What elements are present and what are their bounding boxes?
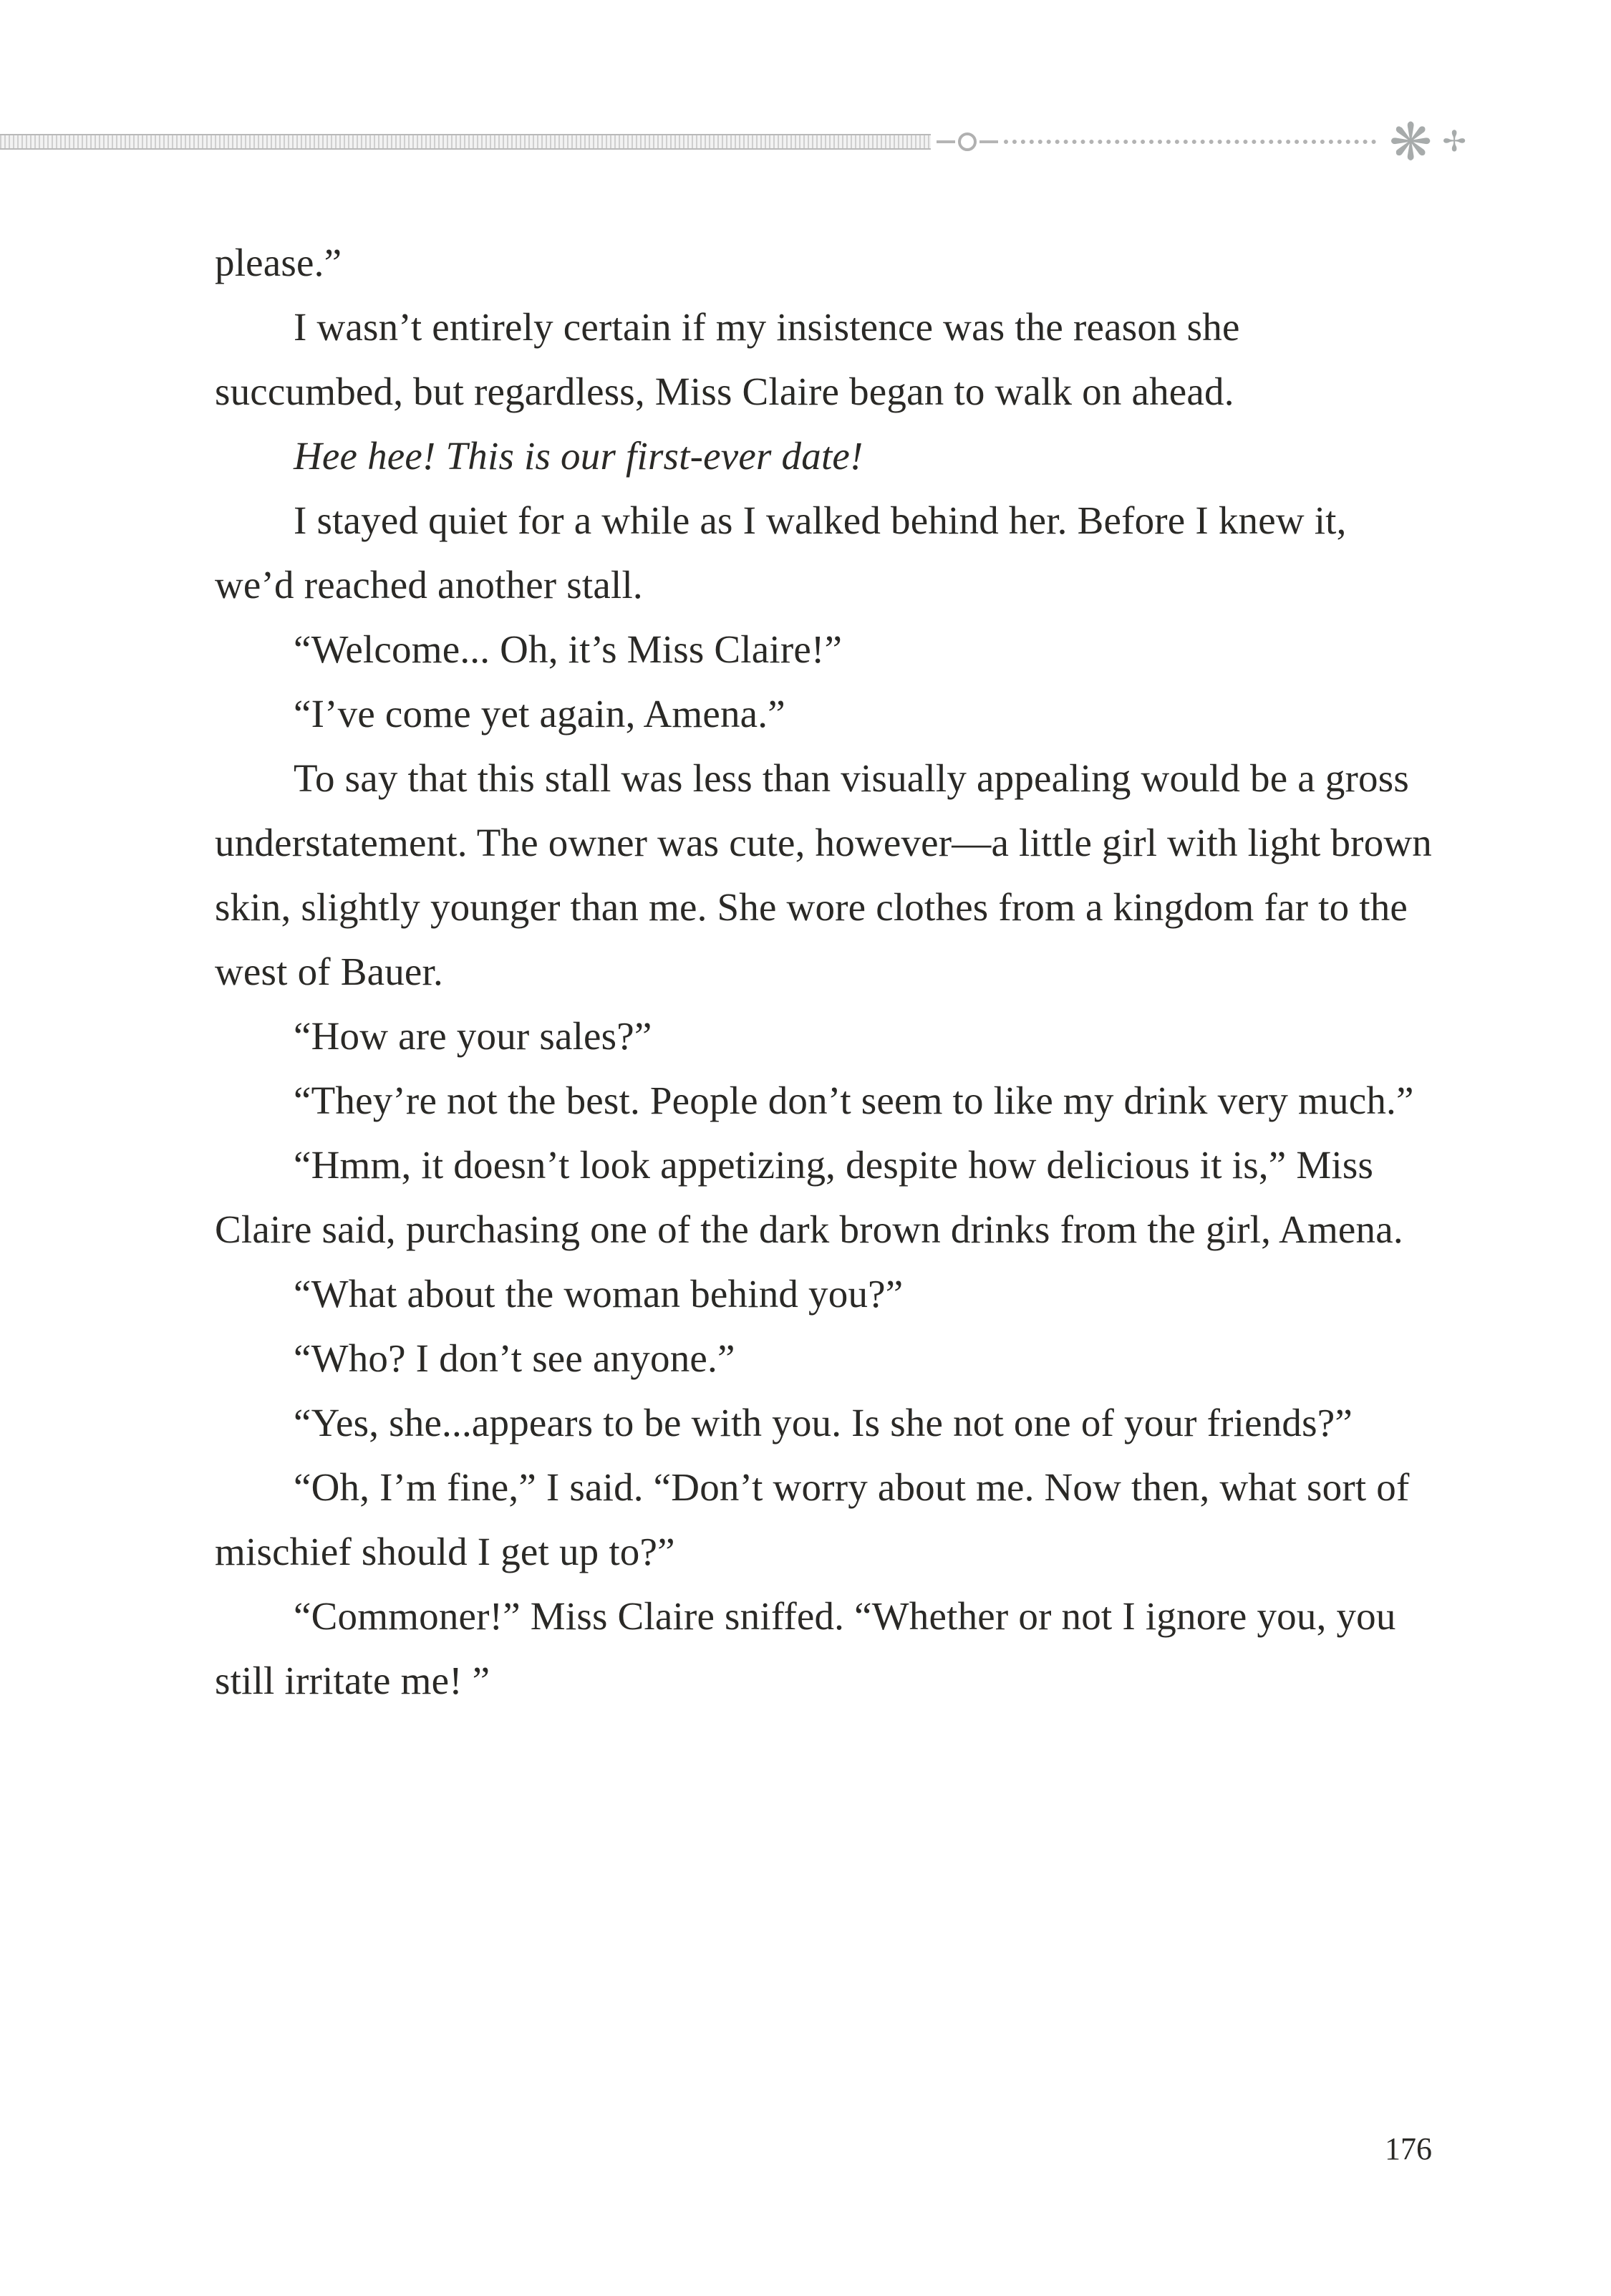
rule-band [0, 134, 931, 150]
paragraph: I stayed quiet for a while as I walked behind her. Before I knew it, we’d reached another stall. [215, 498, 1347, 607]
connector-ring-icon [958, 132, 977, 151]
page-number: 176 [1385, 2131, 1432, 2166]
page-text [215, 231, 1432, 1713]
connector-stem [979, 140, 998, 143]
paragraph: “Commoner!” Miss Claire sniffed. “Whether or not I ignore you, you still irritate me! ” [215, 1594, 1396, 1702]
paragraph: “They’re not the best. People don’t seem to like my drink very much.” [294, 1079, 1414, 1122]
connector-stem [937, 140, 955, 143]
paragraph: “Hmm, it doesn’t look appetizing, despite how delicious it is,” Miss Claire said, purchasing one of the dark brown drinks from the girl, Amena. [215, 1143, 1403, 1251]
connector-icon [937, 132, 998, 151]
paragraph: “Oh, I’m fine,” I said. “Don’t worry about me. Now then, what sort of mischief should I get up to?” [215, 1465, 1410, 1573]
paragraph: I wasn’t entirely certain if my insistence was the reason she succumbed, but regardless, Miss Claire began to walk on ahead. [215, 305, 1240, 413]
paragraph: Hee hee! This is our first-ever date! [294, 434, 863, 478]
dotted-rule [1004, 140, 1376, 144]
paragraph: please.” [215, 241, 342, 284]
paragraph: To say that this stall was less than visually appealing would be a gross understatement. The owner was cute, however—a little girl with light brown skin, slightly younger than me. She wore clothes from a kingdom far to the west of Bauer. [215, 756, 1433, 993]
paragraph: “What about the woman behind you?” [294, 1272, 904, 1316]
paragraph: “Yes, she...appears to be with you. Is she not one of your friends?” [294, 1401, 1353, 1444]
flower-ornament-icon: ❋ [1389, 112, 1433, 172]
paragraph: “I’ve come yet again, Amena.” [294, 692, 785, 735]
cross-ornament-icon: ✢ [1442, 125, 1466, 158]
paragraph: “Welcome... Oh, it’s Miss Claire!” [294, 627, 843, 671]
header-ornament [0, 112, 1511, 172]
paragraph: “Who? I don’t see anyone.” [294, 1336, 735, 1380]
paragraph: “How are your sales?” [294, 1014, 652, 1058]
